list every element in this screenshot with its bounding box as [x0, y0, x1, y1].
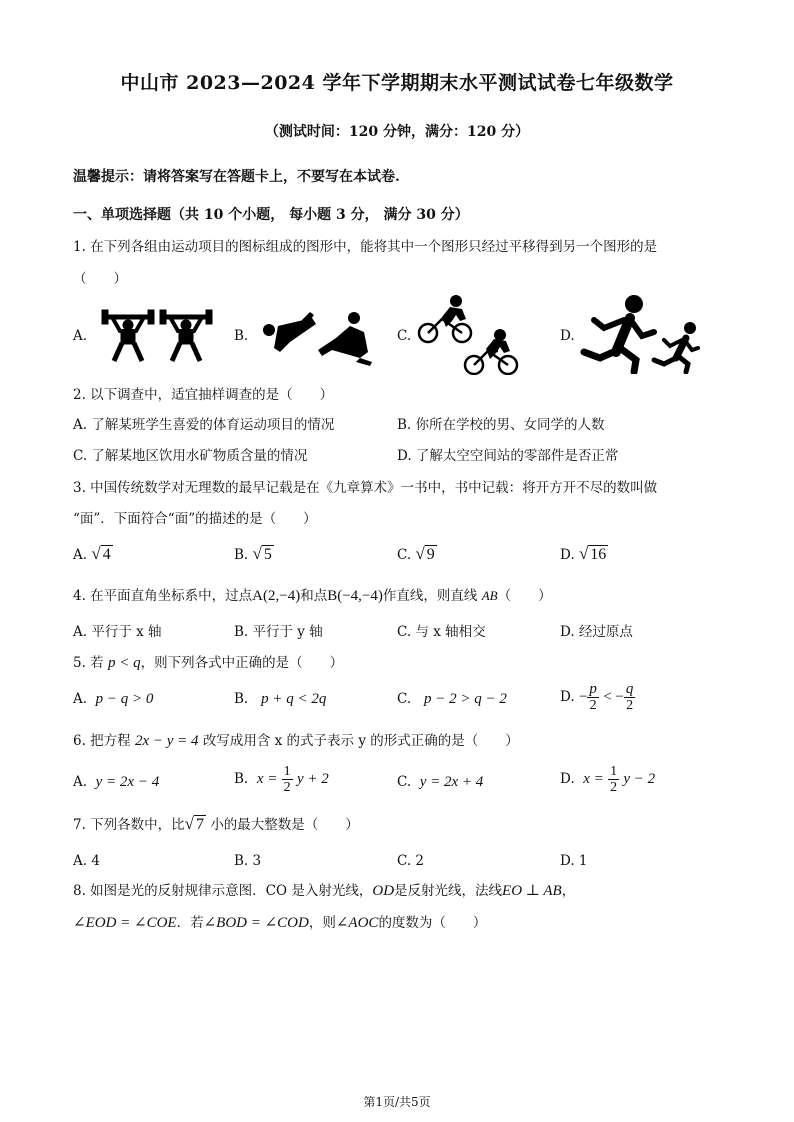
q1-option-a: A. [73, 328, 88, 344]
q3-option-a [73, 545, 113, 564]
q6-option-a-label: A. [73, 774, 88, 790]
q3-option-b [234, 545, 274, 564]
q3-option-b-radical: √ 5 [252, 544, 272, 563]
q6-option-a-expr: y = 2x − 4 [95, 774, 160, 790]
q3-option-d-radical: √ 16 [578, 544, 607, 563]
q8-stem1-mid: 是反射光线，法线 [394, 883, 503, 899]
q3-option-a-label: A. [73, 547, 88, 563]
q4-point-a: A(2,−4) [252, 588, 301, 604]
q7-radical-value: 7 [196, 816, 205, 833]
q3-stem-line2: “面”．下面符合“面”的描述的是（ ） [73, 511, 317, 527]
q4-option-d: D. 经过原点 [560, 624, 633, 640]
q8-perp: EO ⊥ AB [502, 883, 562, 899]
q6-equation: 2x − y = 4 [134, 733, 199, 749]
q4-option-b: B. 平行于 y 轴 [234, 624, 323, 640]
q8-stem2-end: 的度数为（ ） [378, 915, 487, 931]
q5-frac2-num: q [625, 681, 634, 697]
q1-option-c: C. [397, 328, 412, 344]
q3-option-c [397, 545, 437, 564]
exam-subtitle: （测试时间：120 分钟，满分：120 分） [264, 124, 530, 140]
q1-stem: 1. 在下列各组由运动项目的图标组成的图形中，能将其中一个图形只经过平移得到另一个图形的是 [73, 239, 658, 255]
q5-frac1-num: p [589, 681, 597, 697]
q5-option-b [234, 690, 326, 708]
q4-paren: （ ） [497, 588, 552, 604]
q5-option-d-label: D. [560, 689, 575, 705]
q5-frac1-den: 2 [589, 698, 597, 713]
q5-frac2-den: 2 [626, 698, 634, 713]
q5-option-b-expr: p + q < 2q [261, 691, 327, 707]
q8-stem1-post: ， [561, 883, 576, 899]
page-footer: 第1页/共5页 [363, 1095, 431, 1109]
q5-option-b-label: B. [234, 691, 249, 707]
q5-option-d: D. − $\frac{p}{2}$ < − $\frac{q}{2}$ [560, 681, 634, 713]
q6-option-b-pre: x = [256, 771, 278, 787]
q8-angle2: ∠BOD = ∠COD [203, 915, 309, 931]
q3-option-a-radical: √ 4 [91, 544, 111, 563]
exam-title: 中山市 2023—2024 学年下学期期末水平测试试卷七年级数学 [120, 72, 674, 94]
q5-stem-post: ，则下列各式中正确的是（ ） [140, 655, 344, 671]
q7-option-b: B. 3 [234, 853, 262, 869]
q8-stem-line1 [73, 882, 575, 900]
q7-stem [73, 815, 359, 834]
q6-option-b-post: y + 2 [296, 771, 329, 787]
q6-option-b-label: B. [234, 771, 249, 787]
q3-option-d-value: 16 [590, 546, 607, 563]
q3-option-c-value: 9 [426, 546, 435, 563]
q5-option-c-label: C. [397, 691, 412, 707]
q3-option-b-label: B. [234, 547, 249, 563]
q6-option-d-pre: x = [583, 771, 604, 787]
q6-option-a [73, 773, 159, 791]
q3-option-c-radical: √ 9 [415, 544, 435, 563]
q4-stem [73, 587, 552, 605]
q4-line-ab: AB [481, 588, 498, 603]
q7-stem-post: 小的最大整数是（ ） [210, 817, 359, 833]
q6-stem-pre: 6. 把方程 [73, 733, 131, 749]
q1-option-b: B. [234, 328, 249, 344]
q4-stem-pre: 4. 在平面直角坐标系中，过点 [73, 588, 253, 604]
q8-stem-line2 [73, 914, 486, 932]
q8-stem2-post: ，则 [308, 915, 336, 931]
q3-option-a-value: 4 [102, 546, 111, 563]
q6-option-c-expr: y = 2x + 4 [419, 774, 484, 790]
q6-option-b [234, 764, 329, 795]
q3-option-b-value: 5 [263, 546, 272, 563]
cycling-icon [416, 293, 520, 375]
q2-stem: 2. 以下调查中，适宜抽样调查的是（ ） [73, 387, 334, 403]
q5-option-a [73, 690, 153, 708]
q5-option-d-frac1 [587, 682, 599, 713]
q5-stem [73, 654, 343, 672]
q6-option-d-frac [608, 764, 619, 795]
q2-option-d: D. 了解太空空间站的零部件是否正常 [397, 448, 619, 464]
q6-b-frac-den: 2 [283, 780, 291, 795]
q6-d-frac-den: 2 [610, 780, 618, 795]
q8-stem1-pre: 8. 如图是光的反射规律示意图．CO 是入射光线， [73, 883, 373, 899]
q8-angle3: ∠AOC [335, 915, 379, 931]
q6-option-c [397, 773, 483, 791]
diving-icon [260, 308, 372, 366]
q3-option-d [560, 545, 608, 564]
q4-point-b: B(−4,−4) [327, 588, 383, 604]
q6-stem-post: 改写成用含 x 的式子表示 y 的形式正确的是（ ） [202, 733, 519, 749]
q5-option-d-frac2 [624, 682, 636, 713]
weightlifting-icon [100, 305, 215, 365]
q7-option-d: D. 1 [560, 853, 588, 869]
q7-radical: √ 7 [184, 814, 205, 833]
tip: 温馨提示：请将答案写在答题卡上，不要写在本试卷. [73, 169, 400, 185]
q3-option-d-label: D. [560, 547, 575, 563]
q8-stem2-mid: ．若 [176, 915, 204, 931]
q5-option-a-expr: p − q > 0 [95, 691, 154, 707]
q3-stem-line1: 3. 中国传统数学对无理数的最早记载是在《九章算术》一书中，书中记载：将开方开不尽的数叫做 [73, 480, 658, 496]
q5-option-a-label: A. [73, 691, 88, 707]
q3-option-c-label: C. [397, 547, 412, 563]
q8-angle1: ∠EOD = ∠COE [73, 915, 177, 931]
q1-option-d: D. [560, 328, 575, 344]
q4-option-c: C. 与 x 轴相交 [397, 624, 486, 640]
q1-paren: （ ） [73, 271, 127, 287]
q6-d-frac-num: 1 [610, 764, 618, 779]
q6-option-d-post: y − 2 [623, 771, 656, 787]
q5-condition: p < q [107, 655, 141, 671]
q4-stem-post: 作直线，则直线 [382, 588, 478, 604]
q5-option-c [397, 690, 507, 708]
q6-option-d-label: D. [560, 771, 575, 787]
q2-option-c: C. 了解某地区饮用水矿物质含量的情况 [73, 448, 308, 464]
q6-stem [73, 732, 519, 750]
q5-option-c-expr: p − 2 > q − 2 [424, 691, 507, 707]
q2-option-a: A. 了解某班学生喜爱的体育运动项目的情况 [73, 417, 335, 433]
q7-option-c: C. 2 [397, 853, 425, 869]
running-icon [580, 292, 702, 374]
q5-stem-pre: 5. 若 [73, 655, 104, 671]
q7-option-a: A. 4 [73, 853, 100, 869]
q8-od: OD [372, 883, 395, 899]
q6-option-c-label: C. [397, 774, 412, 790]
q4-stem-mid: 和点 [300, 588, 328, 604]
q6-option-b-frac [282, 764, 293, 795]
q2-option-b: B. 你所在学校的男、女同学的人数 [397, 417, 605, 433]
q7-stem-pre: 7. 下列各数中，比 [73, 817, 185, 833]
section-heading: 一、单项选择题（共 10 个小题， 每小题 3 分， 满分 30 分） [73, 207, 469, 223]
q6-option-d [560, 764, 655, 795]
q4-option-a: A. 平行于 x 轴 [73, 624, 162, 640]
q6-b-frac-num: 1 [283, 764, 291, 779]
